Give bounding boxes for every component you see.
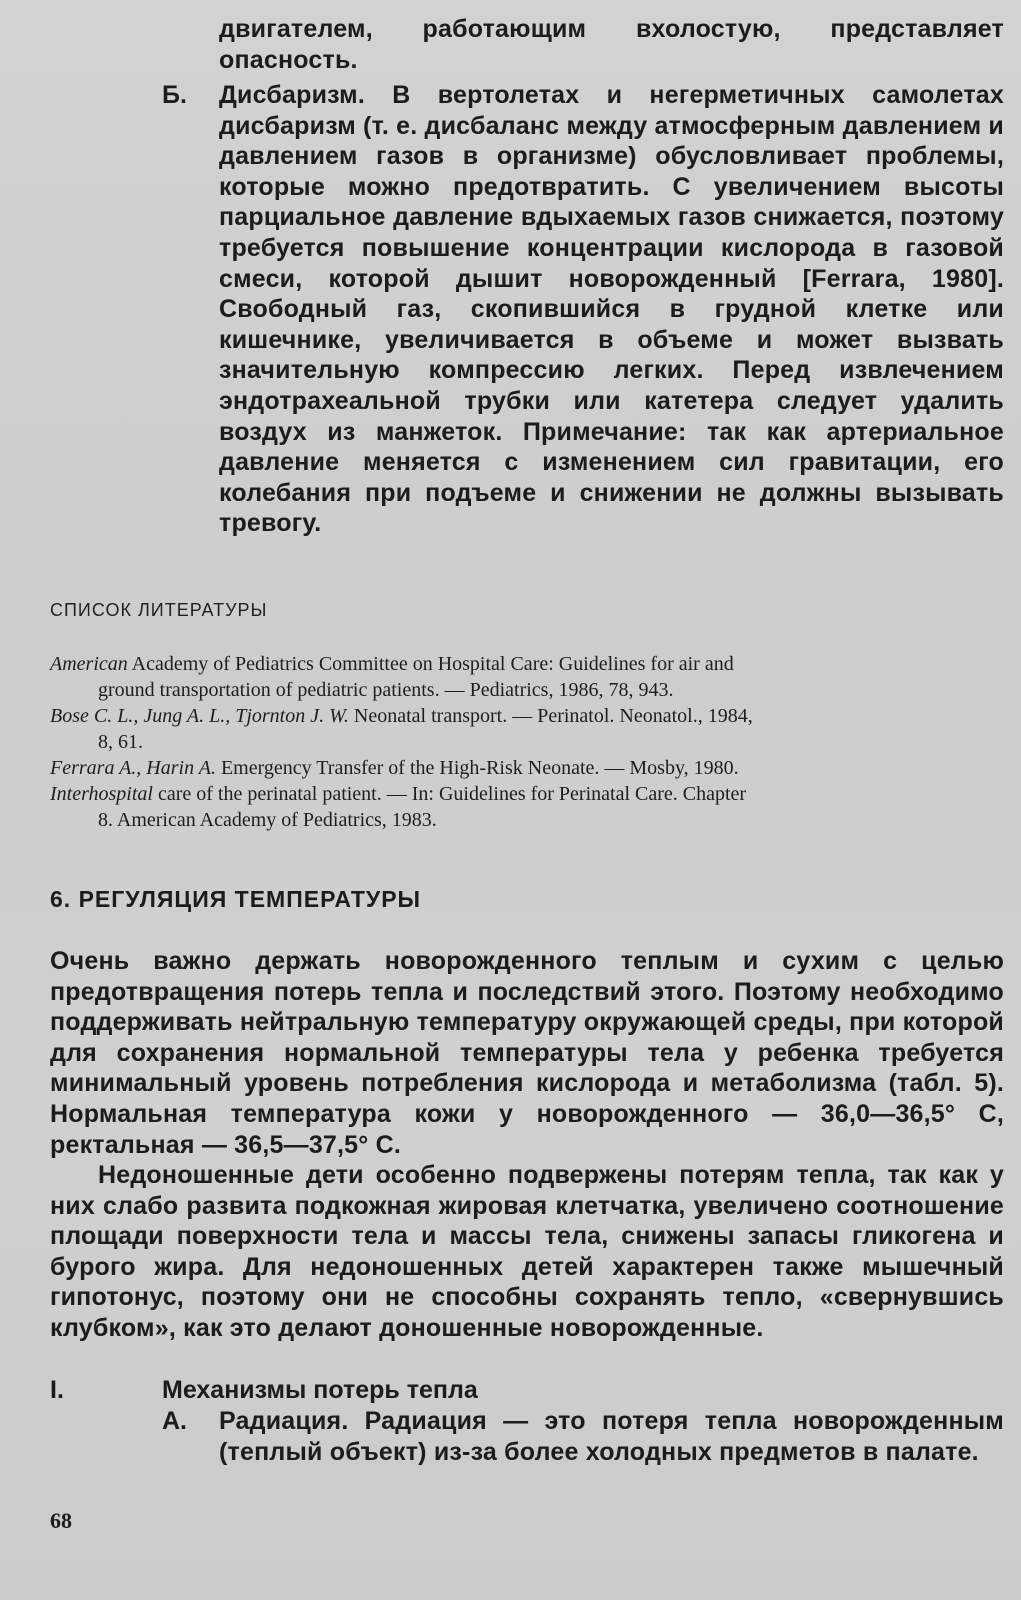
reference-author: American [50, 653, 128, 675]
item-b-label: Б. [162, 81, 187, 109]
reference-item [50, 781, 1003, 833]
reference-text: Emergency Transfer of the High-Risk Neonate. — Mosby, 1980. [215, 757, 739, 779]
reference-continuation: ground transportation of pediatric patients. — Pediatrics, 1986, 78, 943. [98, 679, 674, 701]
item-1-label: I. [50, 1376, 64, 1404]
page-number: 68 [50, 1508, 72, 1533]
paragraph-2: Недоношенные дети особенно подвержены потерям тепла, так как у них слабо развита подкожная жировая клетчатка, увеличено соотношение площади поверхности тела и массы тела, снижены запасы гликогена и бурого жира. Для недоношенных детей характерен также мышечный гипотонус, поэтому они не способны сохранять тепло, «свернувшись клубком», как это делают доношенные новорожденные. [50, 1161, 1004, 1342]
reference-continuation: 8, 61. [98, 731, 143, 753]
reference-continuation: 8. American Academy of Pediatrics, 1983. [98, 809, 437, 831]
section-heading: 6. РЕГУЛЯЦИЯ ТЕМПЕРАТУРЫ [50, 886, 422, 912]
reference-item [50, 651, 1003, 703]
reference-item [50, 703, 1003, 755]
reference-author: Bose C. L., Jung A. L., Tjornton J. W. [50, 705, 349, 727]
reference-item [50, 755, 1003, 781]
item-b-text: Дисбаризм. В вертолетах и негерметичных самолетах дисбаризм (т. е. дисбаланс между атмосферным давлением и давлением газов в организме) обусловливает проблемы, которые можно предотвратить. С увеличением высоты парциальное давление вдыхаемых газов снижается, поэтому требуется повышение концентрации кислорода в газовой смеси, которой дышит новорожденный [Ferrara, 1980]. Свободный газ, скопившийся в грудной клетке или кишечнике, увеличивается в объеме и может вызвать значительную компрессию легких. Перед извлечением эндотрахеальной трубки или катетера следует удалить воздух из манжеток. Примечание: так как артериальное давление меняется с изменением сил гравитации, его колебания при подъеме и снижении не должны вызывать тревогу. [219, 81, 1004, 538]
item-1-text: Механизмы потерь тепла [162, 1376, 478, 1404]
reference-text: care of the perinatal patient. — In: Guidelines for Perinatal Care. Chapter [152, 783, 747, 805]
paragraph-1: Очень важно держать новорожденного теплым и сухим с целью предотвращения потерь тепла и последствий этого. Поэтому необходимо поддерживать нейтральную температуру окружающей среды, при которой для сохранения нормальной температуры тела у ребенка требуется минимальный уровень потребления кислорода и метаболизма (табл. 5). Нормальная температура кожи у новорожденного — 36,0—36,5° С, ректальная — 36,5—37,5° С. [50, 947, 1004, 1159]
item-a-text: Радиация. Радиация — это потеря тепла новорожденным (теплый объект) из-за более холодных предметов в палате. [219, 1407, 1004, 1466]
references-heading: СПИСОК ЛИТЕРАТУРЫ [50, 600, 268, 620]
reference-author: Ferrara A., Harin A. [50, 757, 216, 779]
reference-text: Academy of Pediatrics Committee on Hospital Care: Guidelines for air and [127, 653, 734, 675]
reference-text: Neonatal transport. — Perinatol. Neonatol., 1984, [348, 705, 753, 727]
reference-author: Interhospital [50, 783, 153, 805]
continuation-text: двигателем, работающим вхолостую, представляет опасность. [219, 15, 1004, 74]
item-a-label: А. [162, 1407, 187, 1435]
